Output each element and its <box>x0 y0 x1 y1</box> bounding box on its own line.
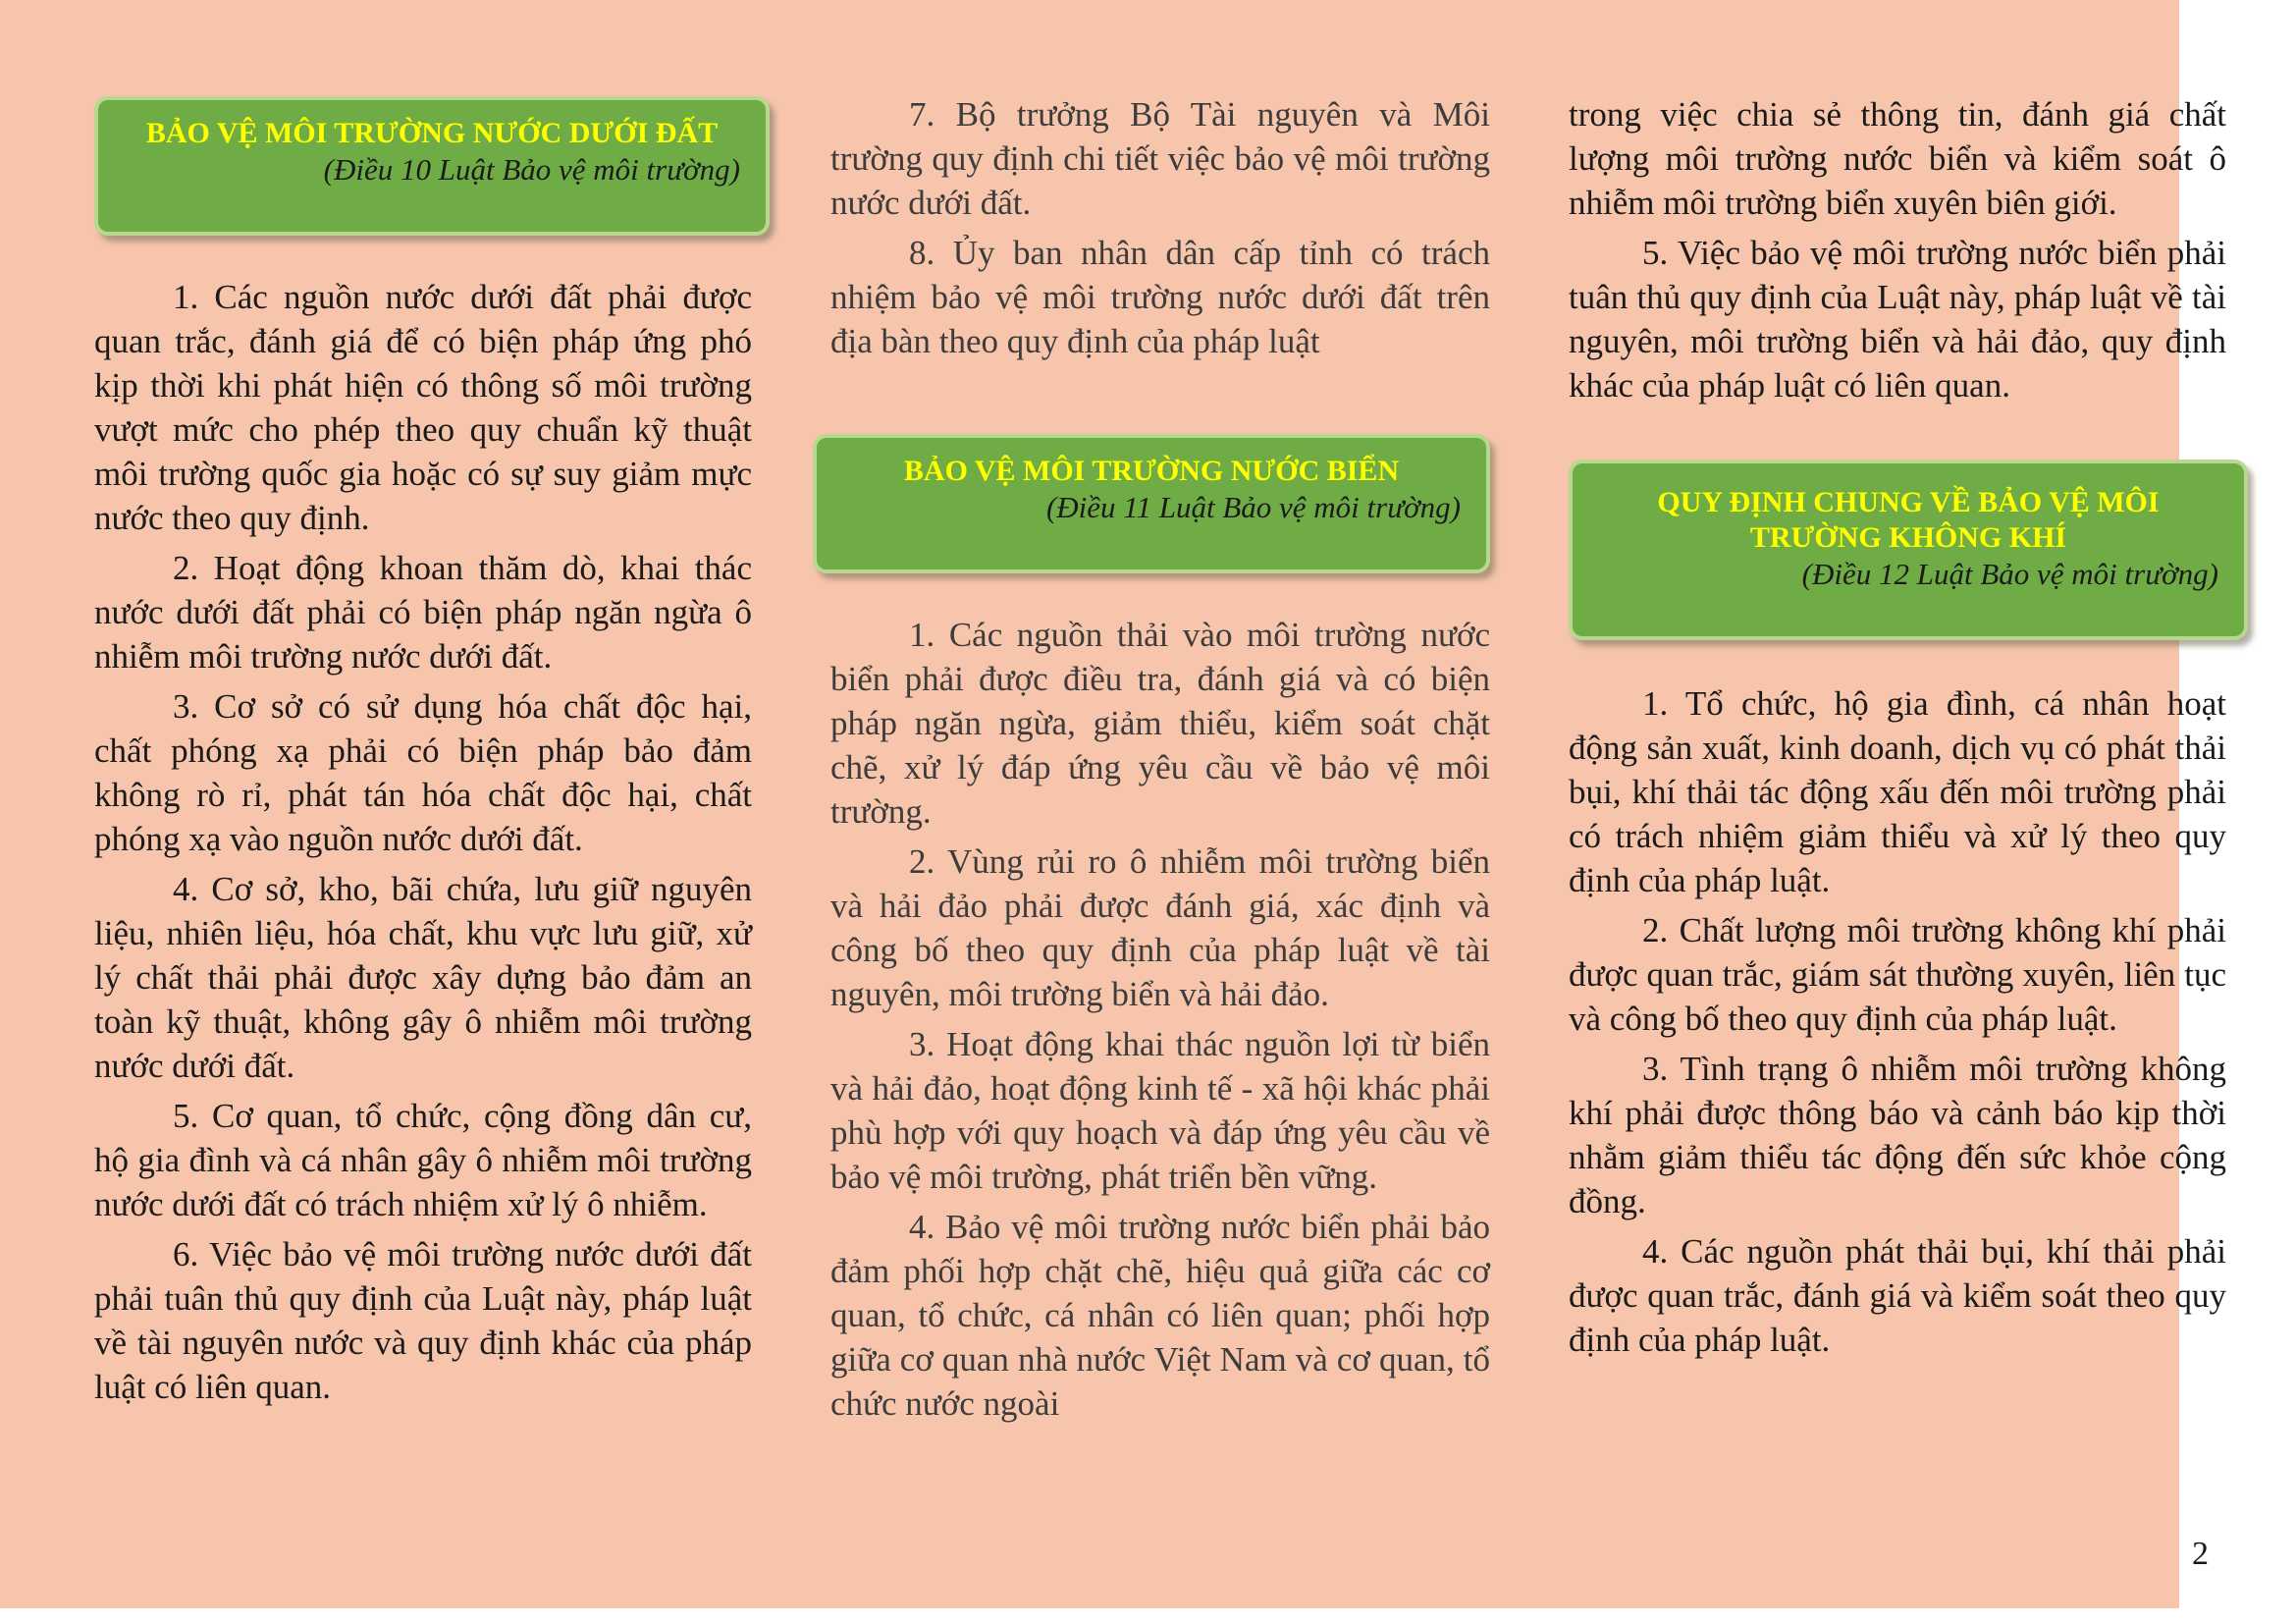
heading-subtitle: (Điều 12 Luật Bảo vệ môi trường) <box>1801 557 2218 591</box>
paragraph: trong việc chia sẻ thông tin, đánh giá chất lượng môi trường nước biển và kiểm soát ô nhiễm môi trường biển xuyên biên giới. <box>1569 95 2226 222</box>
column-3-top <box>1569 92 2226 407</box>
page-number: 2 <box>2192 1536 2209 1572</box>
paragraph: 4. Bảo vệ môi trường nước biển phải bảo đảm phối hợp chặt chẽ, hiệu quả giữa các cơ quan, tổ chức, cá nhân có liên quan; phối hợp giữa cơ quan nhà nước Việt Nam và cơ quan, tổ chức nước ngoài <box>830 1208 1490 1423</box>
paragraph: 2. Chất lượng môi trường không khí phải được quan trắc, giám sát thường xuyên, liên tục và công bố theo quy định của pháp luật. <box>1569 911 2226 1038</box>
paragraph: 6. Việc bảo vệ môi trường nước dưới đất phải tuân thủ quy định của Luật này, pháp luật về tài nguyên nước và quy định khác của pháp luật có liên quan. <box>94 1235 752 1406</box>
heading-box-seawater <box>813 434 1490 573</box>
paragraph: 3. Tình trạng ô nhiễm môi trường không khí phải được thông báo và cảnh báo kịp thời nhằm giảm thiểu tác động đến sức khỏe cộng đồng. <box>1569 1050 2226 1220</box>
heading-box-groundwater <box>94 96 770 236</box>
heading-subtitle: (Điều 11 Luật Bảo vệ môi trường) <box>1045 490 1461 524</box>
paragraph: 5. Cơ quan, tổ chức, cộng đồng dân cư, hộ gia đình và cá nhân gây ô nhiễm môi trường nước dưới đất có trách nhiệm xử lý ô nhiễm. <box>94 1097 752 1223</box>
paragraph: 2. Hoạt động khoan thăm dò, khai thác nước dưới đất phải có biện pháp ngăn ngừa ô nhiễm môi trường nước dưới đất. <box>94 549 752 676</box>
column-2-top <box>830 92 1490 363</box>
paragraph: 3. Hoạt động khai thác nguồn lợi từ biển và hải đảo, hoạt động kinh tế - xã hội khác phải phù hợp với quy hoạch và đáp ứng yêu cầu về bảo vệ môi trường, phát triển bền vững. <box>830 1025 1490 1196</box>
paragraph: 8. Ủy ban nhân dân cấp tỉnh có trách nhiệm bảo vệ môi trường nước dưới đất trên địa bàn theo quy định của pháp luật <box>830 234 1490 360</box>
paragraph: 1. Tổ chức, hộ gia đình, cá nhân hoạt động sản xuất, kinh doanh, dịch vụ có phát thải bụi, khí thải tác động xấu đến môi trường phải có trách nhiệm giảm thiểu và xử lý theo quy định của pháp luật. <box>1569 684 2226 899</box>
heading-title: BẢO VỆ MÔI TRƯỜNG NƯỚC BIỂN <box>903 455 1400 487</box>
heading-box-air <box>1569 460 2248 640</box>
heading-title: QUY ĐỊNH CHUNG VỀ BẢO VỆ MÔI TRƯỜNG KHÔNG KHÍ <box>1657 486 2160 554</box>
paragraph: 1. Các nguồn nước dưới đất phải được quan trắc, đánh giá để có biện pháp ứng phó kịp thời khi phát hiện có thông số môi trường vượt mức cho phép theo quy chuẩn kỹ thuật môi trường quốc gia hoặc có sự suy giảm mực nước theo quy định. <box>94 278 752 537</box>
column-1 <box>94 275 752 1409</box>
paragraph: 1. Các nguồn thải vào môi trường nước biển phải được điều tra, đánh giá và có biện pháp ngăn ngừa, giảm thiểu, kiểm soát chặt chẽ, xử lý đáp ứng yêu cầu về bảo vệ môi trường. <box>830 616 1490 831</box>
paragraph: 4. Cơ sở, kho, bãi chứa, lưu giữ nguyên liệu, nhiên liệu, hóa chất, khu vực lưu giữ, xử lý chất thải phải được xây dựng bảo đảm an toàn kỹ thuật, không gây ô nhiễm môi trường nước dưới đất. <box>94 870 752 1085</box>
paragraph: 3. Cơ sở có sử dụng hóa chất độc hại, chất phóng xạ phải có biện pháp bảo đảm không rò rỉ, phát tán hóa chất độc hại, chất phóng xạ vào nguồn nước dưới đất. <box>94 687 752 858</box>
column-3 <box>1569 681 2226 1362</box>
paragraph: 7. Bộ trưởng Bộ Tài nguyên và Môi trường quy định chi tiết việc bảo vệ môi trường nước dưới đất. <box>830 95 1490 222</box>
paragraph: 2. Vùng rủi ro ô nhiễm môi trường biển và hải đảo phải được đánh giá, xác định và công bố theo quy định của pháp luật về tài nguyên, môi trường biển và hải đảo. <box>830 842 1490 1013</box>
heading-subtitle: (Điều 10 Luật Bảo vệ môi trường) <box>323 152 740 187</box>
paragraph: 5. Việc bảo vệ môi trường nước biển phải tuân thủ quy định của Luật này, pháp luật về tài nguyên, môi trường biển và hải đảo, quy định khác của pháp luật có liên quan. <box>1569 234 2226 405</box>
paragraph: 4. Các nguồn phát thải bụi, khí thải phải được quan trắc, đánh giá và kiểm soát theo quy định của pháp luật. <box>1569 1232 2226 1359</box>
heading-title: BẢO VỆ MÔI TRƯỜNG NƯỚC DƯỚI ĐẤT <box>145 117 719 149</box>
column-2 <box>830 613 1490 1426</box>
